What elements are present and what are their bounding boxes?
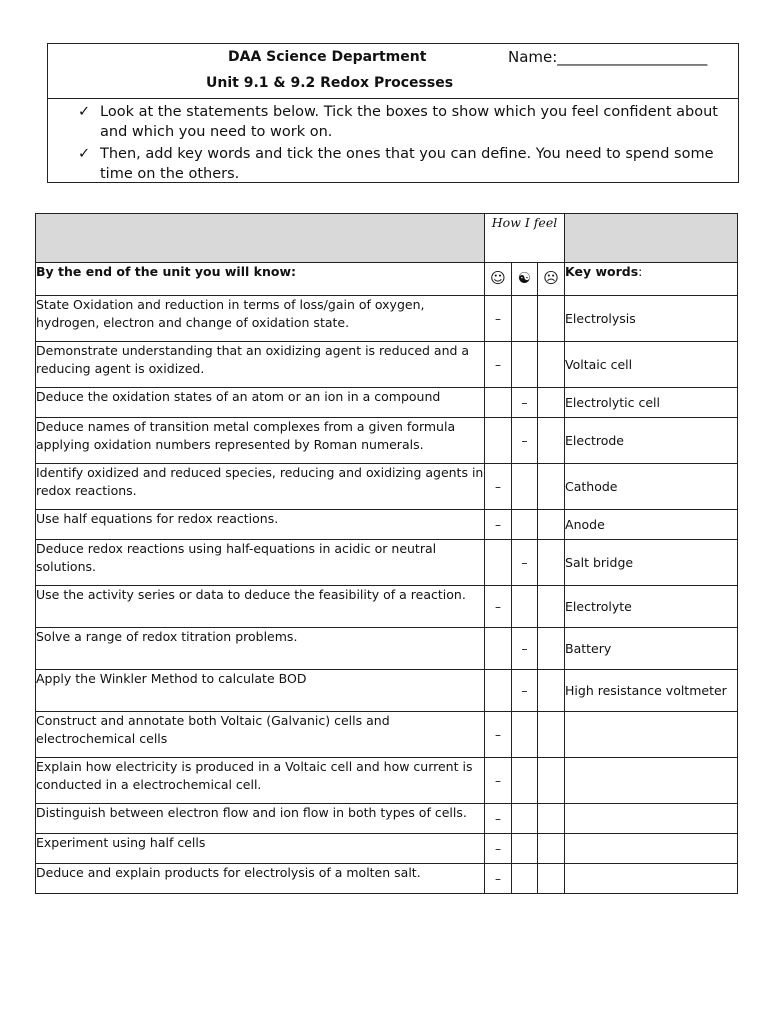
table-row	[36, 464, 738, 510]
statement-cell: Deduce names of transition metal complexes from a given formula applying oxidation numbers represented by Roman numerals.	[36, 418, 485, 464]
key-words-colon: :	[638, 264, 643, 279]
unsure-checkbox[interactable]	[512, 628, 538, 670]
table-row	[36, 342, 738, 388]
not-confident-checkbox[interactable]	[538, 510, 565, 540]
confident-checkbox[interactable]	[485, 296, 512, 342]
confident-checkbox[interactable]	[485, 834, 512, 864]
table-row	[36, 670, 738, 712]
statement-cell: State Oxidation and reduction in terms of loss/gain of oxygen, hydrogen, electron and change of oxidation state.	[36, 296, 485, 342]
smiley-face-icon: ☺	[485, 263, 512, 296]
statement-cell: Demonstrate understanding that an oxidizing agent is reduced and a reducing agent is oxidized.	[36, 342, 485, 388]
tick-mark: –	[521, 683, 528, 698]
keyword-cell[interactable]	[565, 834, 738, 864]
header-box	[47, 43, 739, 183]
confident-checkbox[interactable]	[485, 804, 512, 834]
department-title: DAA Science Department	[228, 49, 427, 65]
not-confident-checkbox[interactable]	[538, 342, 565, 388]
not-confident-checkbox[interactable]	[538, 418, 565, 464]
checkmark-icon: ✓	[78, 104, 91, 120]
statement-cell: Deduce redox reactions using half-equations in acidic or neutral solutions.	[36, 540, 485, 586]
confident-checkbox[interactable]	[485, 464, 512, 510]
statement-cell: Use the activity series or data to deduce the feasibility of a reaction.	[36, 586, 485, 628]
unsure-checkbox[interactable]	[512, 510, 538, 540]
column-header-row	[36, 263, 738, 296]
tick-mark: –	[495, 727, 501, 742]
tick-mark: –	[495, 841, 501, 856]
unsure-checkbox[interactable]	[512, 758, 538, 804]
table-row	[36, 540, 738, 586]
unsure-checkbox[interactable]	[512, 342, 538, 388]
confident-checkbox[interactable]	[485, 712, 512, 758]
statement-cell: Explain how electricity is produced in a Voltaic cell and how current is conducted in a electrochemical cell.	[36, 758, 485, 804]
tick-mark: –	[495, 517, 501, 532]
confident-checkbox[interactable]	[485, 540, 512, 586]
statement-cell: Experiment using half cells	[36, 834, 485, 864]
unsure-checkbox[interactable]	[512, 296, 538, 342]
self-assessment-table	[35, 213, 738, 894]
unsure-checkbox[interactable]	[512, 418, 538, 464]
tick-mark: –	[495, 773, 501, 788]
confident-checkbox[interactable]	[485, 864, 512, 894]
keyword-cell[interactable]	[565, 804, 738, 834]
tick-mark: –	[495, 811, 501, 826]
keyword-cell[interactable]: Cathode	[565, 464, 738, 510]
tick-mark: –	[521, 433, 528, 448]
statement-cell: Use half equations for redox reactions.	[36, 510, 485, 540]
not-confident-checkbox[interactable]	[538, 834, 565, 864]
instruction-text: Then, add key words and tick the ones that you can define. You need to spend some time on the others.	[100, 146, 714, 182]
unsure-checkbox[interactable]	[512, 834, 538, 864]
not-confident-checkbox[interactable]	[538, 628, 565, 670]
header-blank-cell	[565, 214, 738, 263]
statement-cell: Deduce the oxidation states of an atom or an ion in a compound	[36, 388, 485, 418]
unsure-checkbox[interactable]	[512, 670, 538, 712]
frowning-face-icon: ☹	[538, 263, 565, 296]
keyword-cell[interactable]	[565, 712, 738, 758]
confident-checkbox[interactable]	[485, 418, 512, 464]
keyword-cell[interactable]: High resistance voltmeter	[565, 670, 738, 712]
keyword-cell[interactable]: Electrolyte	[565, 586, 738, 628]
confident-checkbox[interactable]	[485, 670, 512, 712]
not-confident-checkbox[interactable]	[538, 464, 565, 510]
tick-mark: –	[495, 479, 501, 494]
instruction-item	[78, 102, 728, 142]
tick-mark: –	[495, 357, 501, 372]
table-row	[36, 586, 738, 628]
confident-checkbox[interactable]	[485, 628, 512, 670]
keyword-cell[interactable]	[565, 758, 738, 804]
not-confident-checkbox[interactable]	[538, 388, 565, 418]
table-row	[36, 834, 738, 864]
keyword-cell[interactable]: Battery	[565, 628, 738, 670]
not-confident-checkbox[interactable]	[538, 670, 565, 712]
keyword-cell[interactable]: Electrolytic cell	[565, 388, 738, 418]
table-row	[36, 418, 738, 464]
unsure-checkbox[interactable]	[512, 712, 538, 758]
table-header-row	[36, 214, 738, 263]
keyword-cell[interactable]: Electrode	[565, 418, 738, 464]
table-row	[36, 712, 738, 758]
yin-yang-icon: ☯	[512, 263, 538, 296]
table-row	[36, 296, 738, 342]
not-confident-checkbox[interactable]	[538, 540, 565, 586]
keyword-cell[interactable]: Anode	[565, 510, 738, 540]
table-row	[36, 388, 738, 418]
unit-title: Unit 9.1 & 9.2 Redox Processes	[206, 75, 454, 91]
statement-cell: Distinguish between electron flow and ion flow in both types of cells.	[36, 804, 485, 834]
confident-checkbox[interactable]	[485, 342, 512, 388]
confident-checkbox[interactable]	[485, 388, 512, 418]
keyword-cell[interactable]: Electrolysis	[565, 296, 738, 342]
instruction-item	[78, 144, 728, 184]
tick-mark: –	[521, 395, 528, 410]
statement-cell: Deduce and explain products for electrolysis of a molten salt.	[36, 864, 485, 894]
unsure-checkbox[interactable]	[512, 464, 538, 510]
unsure-checkbox[interactable]	[512, 804, 538, 834]
name-field[interactable]: Name:____________________	[508, 48, 708, 66]
not-confident-checkbox[interactable]	[538, 296, 565, 342]
unsure-checkbox[interactable]	[512, 586, 538, 628]
keyword-cell[interactable]	[565, 864, 738, 894]
unsure-checkbox[interactable]	[512, 388, 538, 418]
how-i-feel-header: How I feel	[485, 214, 565, 263]
table-row	[36, 864, 738, 894]
not-confident-checkbox[interactable]	[538, 712, 565, 758]
table-row	[36, 628, 738, 670]
table-row	[36, 804, 738, 834]
key-words-header	[565, 263, 738, 296]
statement-cell: Solve a range of redox titration problems.	[36, 628, 485, 670]
tick-mark: –	[521, 555, 528, 570]
keyword-cell[interactable]: Voltaic cell	[565, 342, 738, 388]
key-words-label: Key words	[565, 264, 639, 279]
unsure-checkbox[interactable]	[512, 864, 538, 894]
instruction-text: Look at the statements below. Tick the boxes to show which you feel confident about and which you need to work on.	[100, 104, 718, 140]
statement-cell: Construct and annotate both Voltaic (Galvanic) cells and electrochemical cells	[36, 712, 485, 758]
checkmark-icon: ✓	[78, 146, 91, 162]
table-row	[36, 758, 738, 804]
confident-checkbox[interactable]	[485, 586, 512, 628]
unsure-checkbox[interactable]	[512, 540, 538, 586]
keyword-cell[interactable]: Salt bridge	[565, 540, 738, 586]
confident-checkbox[interactable]	[485, 758, 512, 804]
statement-cell: Apply the Winkler Method to calculate BOD	[36, 670, 485, 712]
not-confident-checkbox[interactable]	[538, 758, 565, 804]
tick-mark: –	[495, 599, 501, 614]
not-confident-checkbox[interactable]	[538, 586, 565, 628]
header-blank-cell	[36, 214, 485, 263]
know-header: By the end of the unit you will know:	[36, 263, 485, 296]
not-confident-checkbox[interactable]	[538, 804, 565, 834]
statement-cell: Identify oxidized and reduced species, reducing and oxidizing agents in redox reactions.	[36, 464, 485, 510]
tick-mark: –	[521, 641, 528, 656]
tick-mark: –	[495, 871, 501, 886]
table-row	[36, 510, 738, 540]
header-title-area	[48, 44, 738, 99]
not-confident-checkbox[interactable]	[538, 864, 565, 894]
tick-mark: –	[495, 311, 501, 326]
confident-checkbox[interactable]	[485, 510, 512, 540]
